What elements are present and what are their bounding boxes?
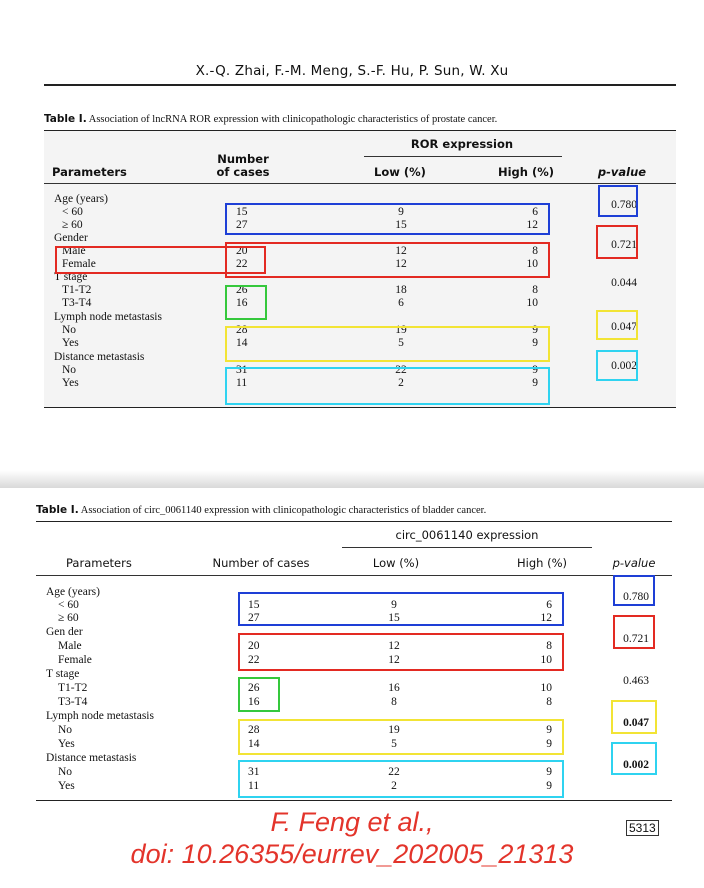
table1-cell: 9 xyxy=(398,206,404,218)
green-highlight-box xyxy=(238,677,280,712)
table2-pvalue-distant: 0.002 xyxy=(623,759,649,771)
table1-cell: 20 xyxy=(236,245,248,257)
table1-caption-text: Association of lncRNA ROR expression with clinicopathologic characteristics of prostate cancer. xyxy=(86,114,498,125)
table2-pvalue-tstage: 0.463 xyxy=(623,675,649,687)
table1-cell: 9 xyxy=(532,324,538,336)
table2-header-high: High (%) xyxy=(517,556,567,570)
table2-t34-label: T3-T4 xyxy=(58,696,88,708)
table1-cell: 16 xyxy=(236,297,248,309)
red-highlight-box xyxy=(238,633,564,671)
cyan-highlight-box xyxy=(238,760,564,798)
table2-cell: 27 xyxy=(248,612,260,624)
table1-header-high: High (%) xyxy=(497,165,555,179)
table2-group-rule xyxy=(342,547,592,548)
table2-cell: 9 xyxy=(546,738,552,750)
yellow-highlight-box xyxy=(611,700,657,734)
table2-distant-label: Distance metastasis xyxy=(46,752,137,764)
table1-distant-no-label: No xyxy=(62,364,77,376)
cyan-highlight-box xyxy=(596,350,638,381)
table2-header-parameters: Parameters xyxy=(66,556,132,570)
table1-cell: 11 xyxy=(236,377,248,389)
table2-lymph-label: Lymph node metastasis xyxy=(46,710,154,722)
table2-cell: 10 xyxy=(540,682,552,694)
table1-cell: 26 xyxy=(236,284,248,296)
red-highlight-box xyxy=(55,246,266,274)
table1-cell: 2 xyxy=(398,377,404,389)
table2-cell: 8 xyxy=(546,696,552,708)
table2-cell: 2 xyxy=(391,780,397,792)
table2-age-label: Age (years) xyxy=(46,586,100,598)
table1-cell: 6 xyxy=(532,206,538,218)
citation-line1: F. Feng et al., xyxy=(270,807,434,837)
cyan-highlight-box xyxy=(611,742,657,775)
table1-header-parameters: Parameters xyxy=(52,165,127,179)
table1-cell: 10 xyxy=(526,297,538,309)
table1-cell: 9 xyxy=(532,377,538,389)
table1-header-cases-line2: of cases xyxy=(216,165,270,179)
table2-cell: 9 xyxy=(391,599,397,611)
table2-cell: 12 xyxy=(540,612,552,624)
table1-pvalue-lymph: 0.047 xyxy=(611,321,637,333)
table2-pvalue-age: 0.780 xyxy=(623,591,649,603)
table2-cell: 10 xyxy=(540,654,552,666)
table1-cell: 15 xyxy=(395,219,407,231)
table2-distant-no-label: No xyxy=(58,766,73,778)
table2-cell: 26 xyxy=(248,682,260,694)
table2-caption-text: Association of circ_0061140 expression with clinicopathologic characteristics of bladder cancer. xyxy=(78,505,487,516)
table1-cell: 8 xyxy=(532,245,538,257)
table1-pvalue-tstage: 0.044 xyxy=(611,277,637,289)
table2-tstage-label: T stage xyxy=(46,668,80,680)
red-highlight-box xyxy=(596,225,638,259)
table2-cell: 6 xyxy=(546,599,552,611)
table1-lymph-yes-label: Yes xyxy=(62,337,79,349)
table1-cell: 9 xyxy=(532,337,538,349)
blue-highlight-box xyxy=(598,185,638,217)
table2-cell: 9 xyxy=(546,780,552,792)
citation-line2: doi: 10.26355/eurrev_202005_21313 xyxy=(130,839,574,869)
table2-age-lt60-label: < 60 xyxy=(58,599,79,611)
table1-age-ge60-label: ≥ 60 xyxy=(62,219,83,231)
table2-t12-label: T1-T2 xyxy=(58,682,88,694)
table2-cell: 14 xyxy=(248,738,260,750)
table1-tstage-label: T stage xyxy=(54,271,88,283)
table1-t12-label: T1-T2 xyxy=(62,284,92,296)
table1-gender-label: Gender xyxy=(54,232,88,244)
bottom-document-page xyxy=(0,488,704,888)
table1-cell: 27 xyxy=(236,219,248,231)
table2-cell: 28 xyxy=(248,724,260,736)
table2-cell: 16 xyxy=(388,682,400,694)
table2-lymph-no-label: No xyxy=(58,724,73,736)
table1-cell: 8 xyxy=(532,284,538,296)
running-header-authors: X.-Q. Zhai, F.-M. Meng, S.-F. Hu, P. Sun, W. Xu xyxy=(195,63,509,79)
table2-cell: 16 xyxy=(248,696,260,708)
table2-cell: 8 xyxy=(546,640,552,652)
table2-cell: 19 xyxy=(388,724,400,736)
table1-group-rule xyxy=(364,156,562,157)
table1-header-low: Low (%) xyxy=(374,165,426,179)
red-highlight-box xyxy=(225,242,550,278)
table2-header-rule xyxy=(36,575,672,576)
table1-cell: 9 xyxy=(532,364,538,376)
table1-header-rule xyxy=(44,183,676,184)
blue-highlight-box xyxy=(613,575,655,606)
table2-female-label: Female xyxy=(58,654,92,666)
table2-pvalue-lymph: 0.047 xyxy=(623,717,649,729)
table2-label: Table I. xyxy=(36,504,79,516)
header-rule xyxy=(44,84,676,86)
table1-cell: 12 xyxy=(526,219,538,231)
table1-age-lt60-label: < 60 xyxy=(62,206,83,218)
table1-lymph-label: Lymph node metastasis xyxy=(54,311,162,323)
table1-cell: 15 xyxy=(236,206,248,218)
table1-cell: 10 xyxy=(526,258,538,270)
yellow-highlight-box xyxy=(238,719,564,755)
table2-male-label: Male xyxy=(58,640,82,652)
table1-cell: 19 xyxy=(395,324,407,336)
green-highlight-box xyxy=(225,285,267,320)
table1-label: Table I. xyxy=(44,113,87,125)
table2-cell: 22 xyxy=(248,654,260,666)
table1-cell: 28 xyxy=(236,324,248,336)
table1-cell: 12 xyxy=(395,245,407,257)
table2-cell: 15 xyxy=(388,612,400,624)
table1-cell: 31 xyxy=(236,364,248,376)
table2-header-low: Low (%) xyxy=(372,556,420,570)
table2-cell: 9 xyxy=(546,766,552,778)
table2-header-group: circ_0061140 expression xyxy=(395,528,539,542)
table1-female-label: Female xyxy=(62,258,96,270)
table2-cell: 22 xyxy=(388,766,400,778)
table2-cell: 11 xyxy=(248,780,260,792)
table1-cell: 6 xyxy=(398,297,404,309)
red-highlight-box xyxy=(613,615,655,649)
blue-highlight-box xyxy=(225,203,550,235)
table2-distant-yes-label: Yes xyxy=(58,780,75,792)
yellow-highlight-box xyxy=(225,326,550,362)
table2-header-cases: Number of cases xyxy=(212,556,310,570)
table2-cell: 9 xyxy=(546,724,552,736)
table2-pvalue-gender: 0.721 xyxy=(623,633,649,645)
table1-cell: 12 xyxy=(395,258,407,270)
table1-lymph-no-label: No xyxy=(62,324,77,336)
table1-header-pvalue: p-value xyxy=(597,165,647,179)
table1-cell: 22 xyxy=(236,258,248,270)
table1-caption xyxy=(44,113,497,125)
table2-cell: 31 xyxy=(248,766,260,778)
table1-cell: 18 xyxy=(395,284,407,296)
blue-highlight-box xyxy=(238,592,564,626)
table1-pvalue-distant: 0.002 xyxy=(611,360,637,372)
page-separator-shadow xyxy=(0,470,704,488)
yellow-highlight-box xyxy=(596,310,638,340)
table2-age-ge60-label: ≥ 60 xyxy=(58,612,79,624)
table2-cell: 20 xyxy=(248,640,260,652)
table2-cell: 12 xyxy=(388,640,400,652)
table1-pvalue-gender: 0.721 xyxy=(611,239,637,251)
table1-cell: 5 xyxy=(398,337,404,349)
table2-caption xyxy=(36,504,486,516)
cyan-highlight-box xyxy=(225,367,550,405)
table2-cell: 15 xyxy=(248,599,260,611)
table1-header-group: ROR expression xyxy=(410,137,514,151)
table1-distant-label: Distance metastasis xyxy=(54,351,145,363)
page-number: 5313 xyxy=(626,820,659,836)
table1-male-label: Male xyxy=(62,245,86,257)
table1-pvalue-age: 0.780 xyxy=(611,199,637,211)
table1-t34-label: T3-T4 xyxy=(62,297,92,309)
table1-distant-yes-label: Yes xyxy=(62,377,79,389)
table1-header-cases-line1: Number xyxy=(217,152,269,166)
citation-text xyxy=(40,806,664,870)
table2-cell: 5 xyxy=(391,738,397,750)
table2-cell: 8 xyxy=(391,696,397,708)
table1-cell: 14 xyxy=(236,337,248,349)
table2-lymph-yes-label: Yes xyxy=(58,738,75,750)
table2-cell: 12 xyxy=(388,654,400,666)
table1-age-label: Age (years) xyxy=(54,193,108,205)
table2-gender-label: Gen der xyxy=(46,626,83,638)
table1-cell: 22 xyxy=(395,364,407,376)
table2-header-pvalue: p-value xyxy=(612,556,656,570)
